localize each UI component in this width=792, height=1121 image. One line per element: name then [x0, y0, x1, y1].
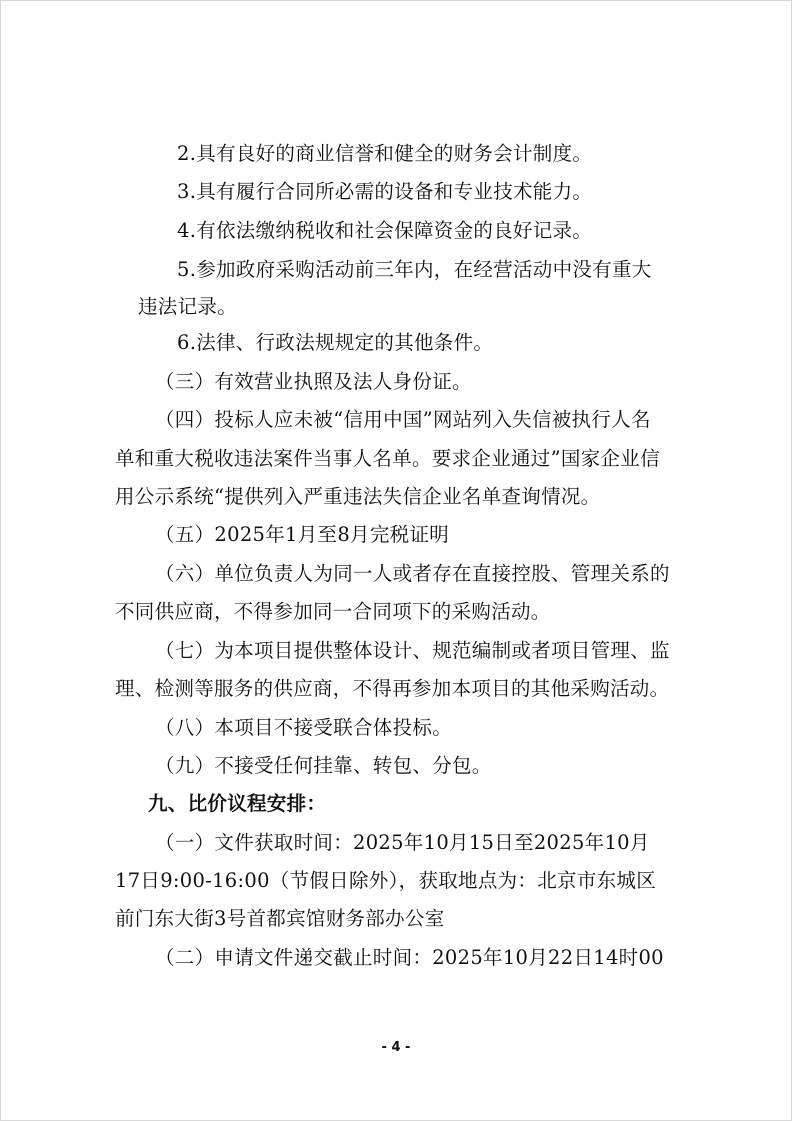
schedule-2-line-1: （二）申请文件递交截止时间：2025年10月22日14时00	[155, 946, 664, 969]
requirement-4: 4.有依法缴纳税收和社会保障资金的良好记录。	[177, 219, 593, 242]
item-4-line-2: 单和重大税收违法案件当事人名单。要求企业通过”国家企业信	[115, 447, 660, 470]
requirement-2: 2.具有良好的商业信誉和健全的财务会计制度。	[177, 142, 593, 165]
requirement-6: 6.法律、行政法规规定的其他条件。	[177, 331, 494, 354]
schedule-1-line-1: （一）文件获取时间：2025年10月15日至2025年10月	[155, 831, 650, 854]
requirement-5-line-2: 违法记录。	[138, 295, 238, 318]
item-3: （三）有效营业执照及法人身份证。	[155, 370, 472, 393]
item-7-line-1: （七）为本项目提供整体设计、规范编制或者项目管理、监	[155, 639, 670, 662]
schedule-1-line-3: 前门东大街3号首都宾馆财务部办公室	[115, 907, 445, 930]
item-6-line-1: （六）单位负责人为同一人或者存在直接控股、管理关系的	[155, 562, 670, 585]
item-4-line-1: （四）投标人应未被“信用中国”网站列入失信被执行人名	[155, 408, 651, 431]
item-8: （八）本项目不接受联合体投标。	[155, 716, 453, 739]
requirement-5-line-1: 5.参加政府采购活动前三年内，在经营活动中没有重大	[177, 258, 652, 281]
schedule-1-line-2: 17日9:00-16:00（节假日除外），获取地点为：北京市东城区	[115, 869, 657, 892]
item-9: （九）不接受任何挂靠、转包、分包。	[155, 754, 492, 777]
page-number: - 4 -	[381, 1040, 411, 1055]
section-heading-schedule: 九、比价议程安排：	[148, 792, 327, 815]
item-5: （五）2025年1月至8月完税证明	[155, 523, 450, 546]
item-4-line-3: 用公示系统“提供列入严重违法失信企业名单查询情况。	[115, 485, 601, 508]
item-7-line-2: 理、检测等服务的供应商，不得再参加本项目的其他采购活动。	[115, 677, 670, 700]
requirement-3: 3.具有履行合同所必需的设备和专业技术能力。	[177, 180, 593, 203]
item-6-line-2: 不同供应商，不得参加同一合同项下的采购活动。	[115, 600, 551, 623]
